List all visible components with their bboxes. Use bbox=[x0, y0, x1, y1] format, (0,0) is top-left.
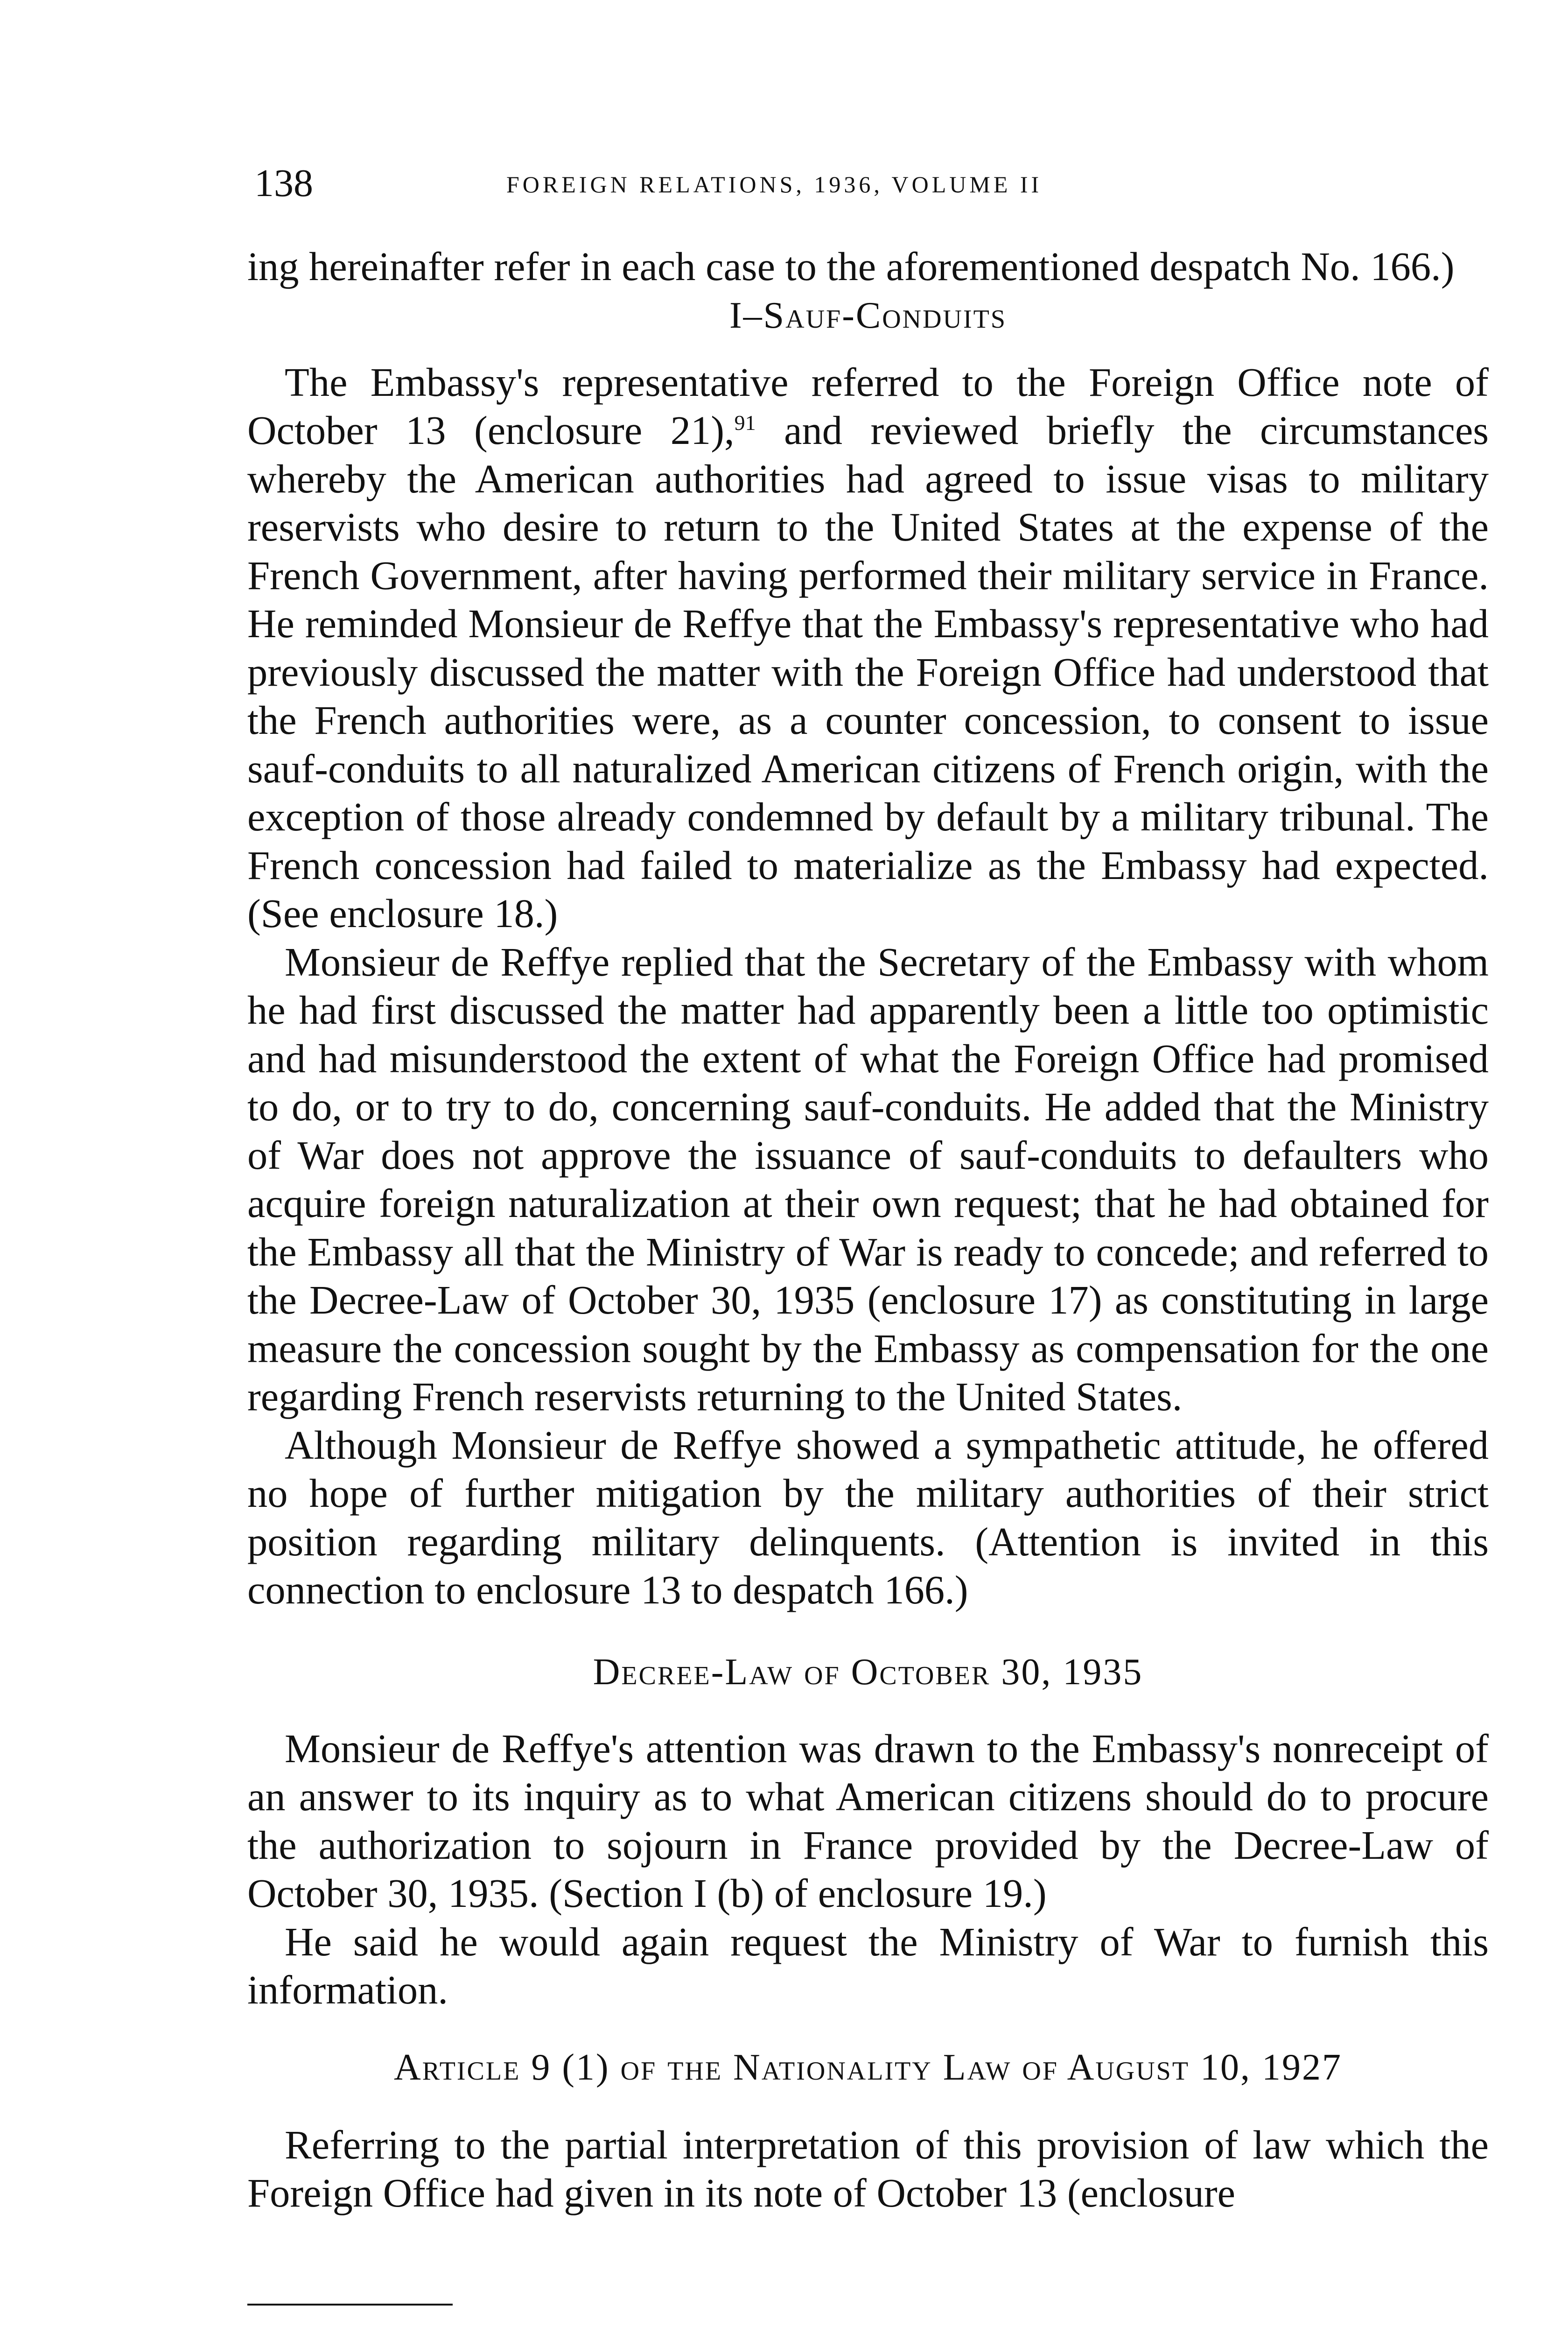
footnote-reference[interactable]: 91 bbox=[734, 411, 756, 435]
paragraph-request-ministry: He said he would again request the Ministry of War to furnish this information. bbox=[247, 1919, 1489, 2012]
paragraph-sympathetic-attitude: Although Monsieur de Reffye showed a sympathetic attitude, he offered no hope of further mitigation by the military authorities of their strict position regarding military delinquents. (Attention is invited in this connection to enclosure 13 to despatch 166.) bbox=[247, 1422, 1489, 1612]
page-number: 138 bbox=[254, 162, 313, 205]
paragraph-partial-interpretation: Referring to the partial interpretation of this provision of law which the Foreign Office had given in its note of October 13 (enclosure bbox=[247, 2122, 1489, 2215]
section-heading-article-9: Article 9 (1) of the Nationality Law of August 10, 1927 bbox=[393, 2046, 1343, 2088]
body-text bbox=[247, 243, 1489, 2218]
paragraph-reffye-replied: Monsieur de Reffye replied that the Secretary of the Embassy with whom he had first discussed the matter had apparently been a little too optimistic and had misunderstood the extent of what the Foreign Office had promised to do, or to try to do, concerning sauf-conduits. He added that the Ministry of War does not approve the issuance of sauf-conduits to defaulters who acquire foreign naturalization at their own request; that he had obtained for the Embassy all that the Ministry of War is ready to concede; and referred to the Decree-Law of October 30, 1935 (enclosure 17) as constituting in large measure the concession sought by the Embassy as compensation for the one regarding French reservists returning to the United States. bbox=[247, 939, 1489, 1419]
intro-paragraph: ing hereinafter refer in each case to the aforementioned despatch No. 166.) bbox=[247, 244, 1455, 289]
paragraph-text: and reviewed briefly the circumstances whereby the American authorities had agreed to issue visas to military reservists who desire to return to the United States at the expense of the French Government, after having performed their military service in France. He reminded Monsieur de Reffye that the Embassy's representative who had previously discussed the matter with the Foreign Office had understood that the French authorities were, as a counter concession, to consent to issue sauf-conduits to all naturalized American citizens of French origin, with the exception of those already condemned by default by a military tribunal. The French concession had failed to materialize as the Embassy had expected. (See enclosure 18.) bbox=[247, 408, 1489, 936]
running-head bbox=[254, 158, 1486, 209]
paragraph-nonreceipt: Monsieur de Reffye's attention was drawn to the Embassy's nonreceipt of an answer to its inquiry as to what American citizens should do to procure the authorization to sojourn in France provided by the Decree-Law of October 30, 1935. (Section I (b) of enclosure 19.) bbox=[247, 1726, 1489, 1916]
running-title: FOREIGN RELATIONS, 1936, VOLUME II bbox=[506, 171, 1043, 197]
footnote bbox=[275, 2330, 697, 2334]
section-heading-decree-law: Decree-Law of October 30, 1935 bbox=[593, 1651, 1143, 1693]
footnote-divider bbox=[247, 2304, 453, 2306]
paragraph-embassy-representative bbox=[247, 359, 1489, 938]
paragraph-text: The Embassy's representative referred to the Foreign Office note of October 13 (enclosure 21), bbox=[247, 359, 1489, 453]
section-heading-sauf-conduits: I–Sauf-Conduits bbox=[729, 295, 1007, 336]
